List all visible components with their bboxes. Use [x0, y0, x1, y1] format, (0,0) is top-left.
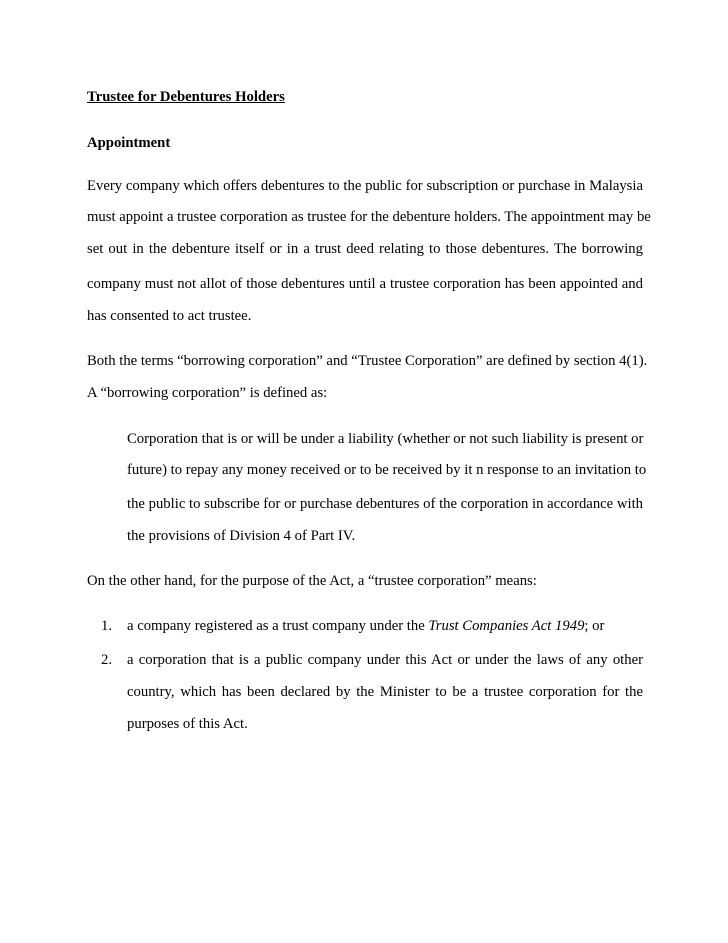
paragraph-line: set out in the debenture itself or in a trust deed relating to those debentures. The borrowing	[87, 241, 643, 257]
list-item-text	[127, 617, 643, 635]
document-title: Trustee for Debentures Holders	[87, 89, 285, 105]
list-item-line: purposes of this Act.	[127, 716, 248, 732]
paragraph-line: company must not allot of those debentures until a trustee corporation has been appointed and	[87, 276, 643, 292]
paragraph-line: must appoint a trustee corporation as trustee for the debenture holders. The appointment may be	[87, 209, 651, 225]
quote-line: the public to subscribe for or purchase debentures of the corporation in accordance with	[127, 496, 643, 512]
section-heading: Appointment	[87, 135, 171, 151]
list-item-text-after: ; or	[584, 618, 605, 634]
list-item-line: a corporation that is a public company under this Act or under the laws of any other	[127, 652, 643, 668]
paragraph-line: A “borrowing corporation” is defined as:	[87, 385, 328, 401]
paragraph-trustee-intro: On the other hand, for the purpose of the Act, a “trustee corporation” means:	[87, 573, 537, 589]
list-item-number: 1.	[101, 618, 113, 634]
paragraph-line: has consented to act trustee.	[87, 308, 252, 324]
quote-line: Corporation that is or will be under a liability (whether or not such liability is present or	[127, 431, 644, 447]
quote-line: the provisions of Division 4 of Part IV.	[127, 528, 356, 544]
paragraph-line: Both the terms “borrowing corporation” and “Trustee Corporation” are defined by section 4(1).	[87, 353, 648, 369]
act-name: Trust Companies Act 1949	[428, 618, 585, 634]
list-item-line: country, which has been declared by the Minister to be a trustee corporation for the	[127, 684, 643, 700]
paragraph-line: Every company which offers debentures to the public for subscription or purchase in Malaysia	[87, 178, 643, 194]
quote-line: future) to repay any money received or to be received by it n response to an invitation to	[127, 462, 647, 478]
list-item-text-before: a company registered as a trust company under the	[127, 618, 429, 634]
list-item-number: 2.	[101, 652, 113, 668]
